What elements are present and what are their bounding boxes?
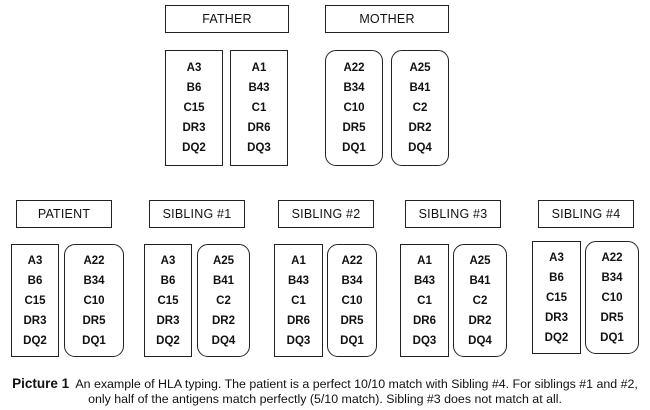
allele: B43 bbox=[248, 82, 270, 94]
allele: DQ1 bbox=[340, 334, 364, 347]
allele: C15 bbox=[157, 294, 179, 307]
allele: DR2 bbox=[211, 314, 235, 327]
allele: A22 bbox=[601, 251, 623, 264]
allele: DQ3 bbox=[412, 334, 437, 347]
sibling-4-label: SIBLING #4 bbox=[538, 200, 634, 228]
sibling-1-haplotype-1 bbox=[144, 244, 192, 357]
sibling-4-haplotype-2 bbox=[585, 241, 639, 354]
mother-haplotype-2 bbox=[391, 50, 449, 166]
allele: B34 bbox=[83, 274, 105, 287]
allele: DR3 bbox=[544, 311, 568, 324]
allele: C1 bbox=[251, 102, 267, 114]
allele: DQ2 bbox=[23, 334, 47, 347]
sibling-3-haplotype-2 bbox=[453, 244, 507, 357]
allele: C10 bbox=[83, 294, 105, 307]
allele: C2 bbox=[216, 294, 231, 307]
allele: DQ4 bbox=[408, 142, 432, 154]
allele: DR2 bbox=[468, 314, 492, 327]
allele: B6 bbox=[549, 271, 564, 284]
allele: A25 bbox=[409, 62, 431, 74]
allele: C1 bbox=[417, 294, 432, 307]
allele: B6 bbox=[27, 274, 43, 287]
allele: DR5 bbox=[82, 314, 106, 327]
allele: DQ2 bbox=[544, 331, 569, 344]
allele: C1 bbox=[291, 294, 306, 307]
patient-label: PATIENT bbox=[16, 200, 112, 228]
sibling-3-haplotype-1 bbox=[400, 244, 449, 357]
allele: B43 bbox=[287, 274, 310, 287]
allele: A3 bbox=[186, 62, 202, 74]
patient-haplotype-2 bbox=[64, 244, 124, 357]
allele: A22 bbox=[343, 62, 365, 74]
sibling-3-label: SIBLING #3 bbox=[405, 200, 501, 228]
allele: B41 bbox=[409, 82, 431, 94]
allele: C10 bbox=[341, 294, 363, 307]
allele: A1 bbox=[291, 254, 306, 267]
mother-haplotype-1 bbox=[325, 50, 383, 166]
father-haplotype-1 bbox=[165, 50, 223, 166]
caption-title: Picture 1 bbox=[12, 376, 70, 391]
allele: A25 bbox=[212, 254, 235, 267]
caption-text: An example of HLA typing. The patient is a perfect 10/10 match with Sibling #4. For siblings #1 and #2, only half of the antigens match perfectly (5/10 match). Sibling #3 does not match at all. bbox=[75, 377, 638, 406]
sibling-2-label: SIBLING #2 bbox=[278, 200, 374, 228]
allele: A22 bbox=[83, 254, 105, 267]
allele: C10 bbox=[343, 102, 365, 114]
sibling-1-label: SIBLING #1 bbox=[149, 200, 245, 228]
allele: A3 bbox=[27, 254, 43, 267]
allele: DQ3 bbox=[247, 142, 271, 154]
figure-caption bbox=[0, 376, 650, 407]
father-haplotype-2 bbox=[230, 50, 288, 166]
sibling-1-haplotype-2 bbox=[197, 244, 250, 357]
allele: C15 bbox=[545, 291, 568, 304]
allele: B34 bbox=[343, 82, 365, 94]
allele: DR3 bbox=[182, 122, 206, 134]
allele: DR2 bbox=[408, 122, 432, 134]
mother-label: MOTHER bbox=[325, 5, 449, 33]
patient-haplotype-1 bbox=[11, 244, 59, 357]
sibling-4-haplotype-1 bbox=[532, 241, 581, 354]
sibling-2-haplotype-2 bbox=[327, 244, 377, 357]
allele: DR3 bbox=[23, 314, 47, 327]
allele: DR5 bbox=[342, 122, 366, 134]
allele: C15 bbox=[24, 294, 46, 307]
father-label: FATHER bbox=[165, 5, 289, 33]
allele: DQ2 bbox=[182, 142, 206, 154]
allele: C10 bbox=[601, 291, 623, 304]
allele: DQ1 bbox=[342, 142, 366, 154]
allele: B6 bbox=[186, 82, 202, 94]
allele: DQ4 bbox=[468, 334, 492, 347]
allele: A1 bbox=[251, 62, 267, 74]
allele: DQ4 bbox=[211, 334, 236, 347]
allele: A3 bbox=[160, 254, 176, 267]
allele: DR5 bbox=[600, 311, 624, 324]
allele: C2 bbox=[472, 294, 488, 307]
allele: B43 bbox=[413, 274, 436, 287]
allele: DR6 bbox=[412, 314, 436, 327]
allele: A22 bbox=[341, 254, 363, 267]
sibling-2-haplotype-1 bbox=[274, 244, 323, 357]
allele: DQ3 bbox=[286, 334, 311, 347]
allele: DR6 bbox=[247, 122, 271, 134]
allele: DR6 bbox=[286, 314, 310, 327]
allele: DQ1 bbox=[600, 331, 624, 344]
allele: DQ1 bbox=[82, 334, 106, 347]
allele: B34 bbox=[341, 274, 363, 287]
allele: B41 bbox=[469, 274, 491, 287]
allele: C15 bbox=[183, 102, 205, 114]
allele: C2 bbox=[412, 102, 428, 114]
allele: DR5 bbox=[340, 314, 364, 327]
allele: B34 bbox=[601, 271, 623, 284]
allele: A25 bbox=[469, 254, 491, 267]
allele: A3 bbox=[549, 251, 564, 264]
allele: A1 bbox=[417, 254, 432, 267]
allele: B6 bbox=[160, 274, 176, 287]
allele: DR3 bbox=[156, 314, 180, 327]
allele: DQ2 bbox=[156, 334, 180, 347]
allele: B41 bbox=[212, 274, 235, 287]
